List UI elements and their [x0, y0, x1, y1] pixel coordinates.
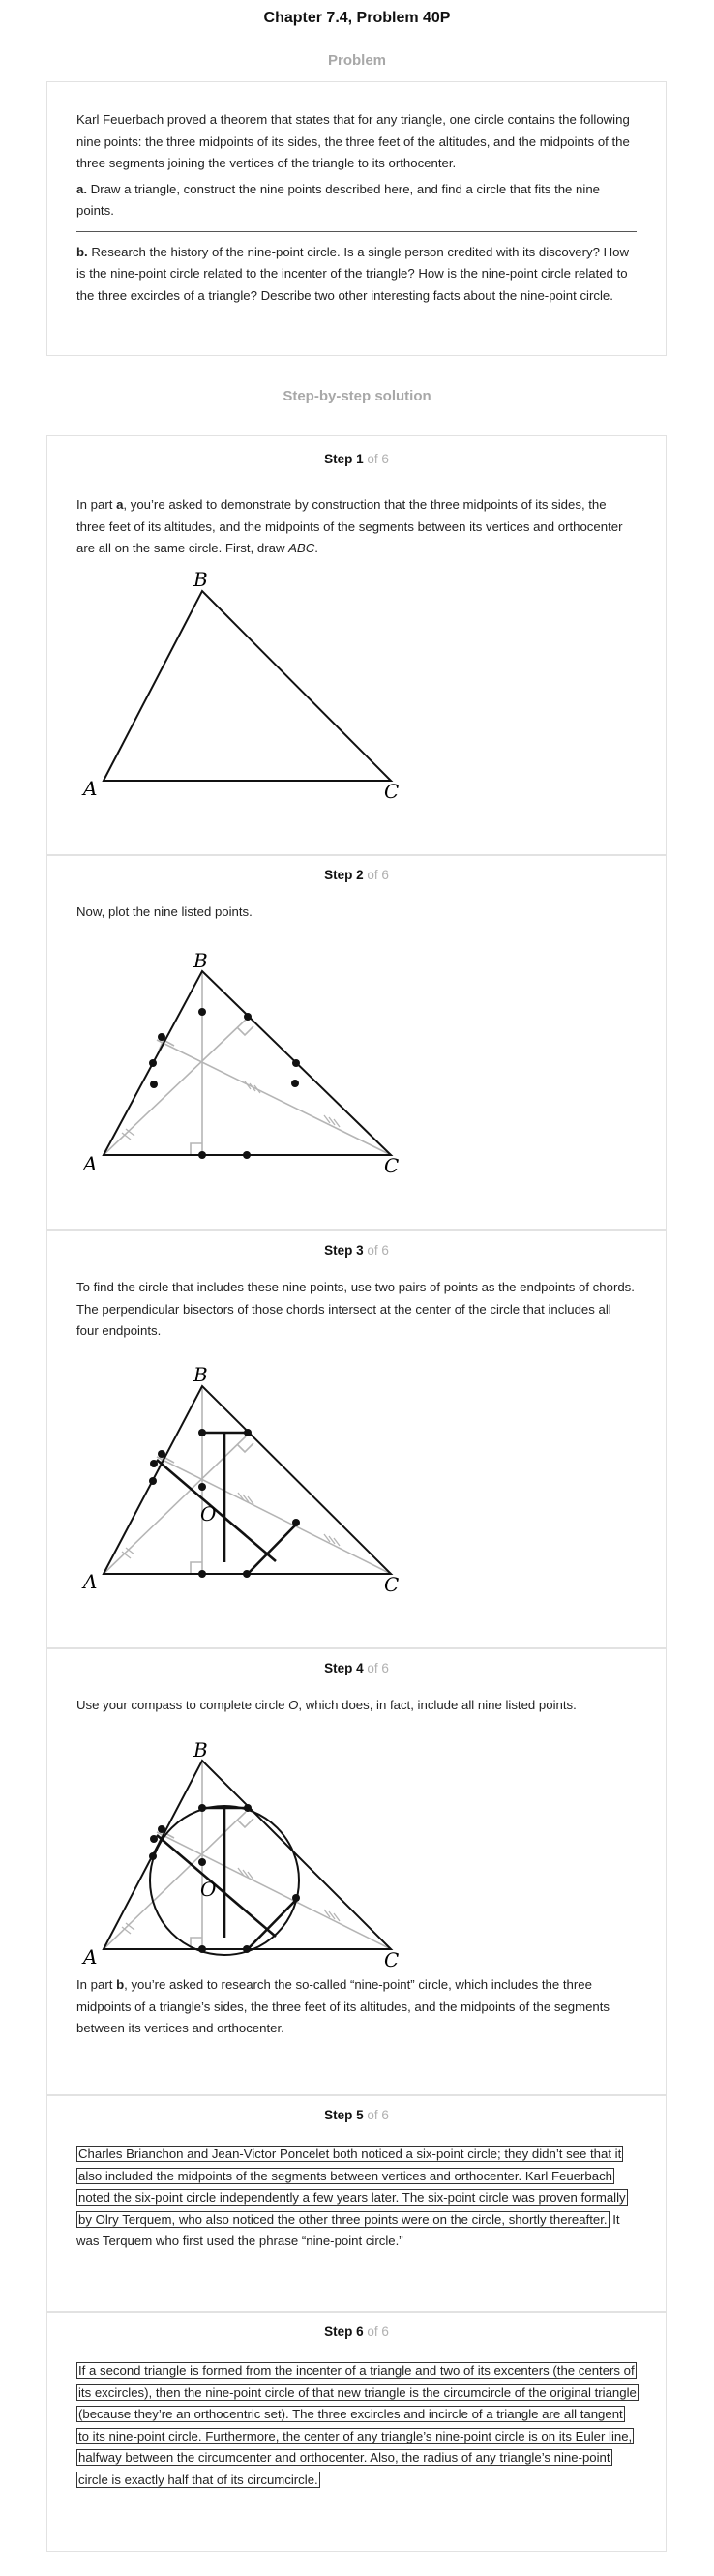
step-4-text: Use your compass to complete circle O, which does, in fact, include all nine listed points. — [76, 1698, 577, 1712]
center-label-o: O — [200, 1878, 217, 1901]
triangle-abc — [104, 591, 391, 781]
vertex-label-c: C — [384, 780, 400, 803]
step-1-header: Step 1 of 6 — [324, 452, 389, 466]
step-6-header: Step 6 of 6 — [324, 2324, 389, 2339]
problem-divider — [76, 231, 637, 232]
triangle-abc — [104, 1386, 391, 1574]
problem-part-a: a. Draw a triangle, construct the nine points described here, and find a circle that fits the nine points. — [76, 181, 600, 218]
vertex-label-a: A — [83, 1945, 98, 1969]
step-6-highlighted-text: If a second triangle is formed from the incenter of a triangle and two of its excenters (the centers of its excircles), then the nine-point circle of that new triangle is the circumcircle of the original triangle (because they’re an orthocentric set). The three excircles and incircle of a triangle are all tangent to its nine-point circle. Furthermore, the center of any triangle’s nine-point circle is on its Euler line, halfway between the circumcenter and orthocenter. Also, the radius of any triangle’s nine-point circle is exactly half that of its circumcircle. — [78, 2363, 637, 2487]
vertex-label-c: C — [384, 1573, 400, 1596]
problem-intro: Karl Feuerbach proved a theorem that states that for any triangle, one circle contains the following nine points: the three midpoints of its sides, the three feet of the altitudes, and the midpoints of the three segments joining the vertices of the triangle to its orthocenter. — [76, 112, 630, 170]
center-label-o: O — [200, 1502, 217, 1525]
step-2-figure — [47, 856, 668, 1231]
triangle-abc — [104, 1761, 391, 1949]
step-1-text: In part a, you’re asked to demonstrate by construction that the three midpoints of its sides, the three feet of its altitudes, and the midpoints of the segments between its vertices and orthocenter are all on the same circle. First, draw ABC. — [76, 497, 623, 555]
triangle-abc — [104, 971, 391, 1155]
nine-points — [149, 1008, 300, 1159]
step-card-4 — [46, 1648, 667, 2095]
step-6-text — [76, 2360, 637, 2491]
step-4-figure — [47, 1649, 668, 1969]
vertex-label-b: B — [193, 1738, 208, 1762]
vertex-label-a: A — [83, 1570, 98, 1593]
vertex-label-c: C — [384, 1154, 400, 1177]
page-title: Chapter 7.4, Problem 40P — [263, 10, 451, 26]
step-3-header: Step 3 of 6 — [324, 1243, 389, 1258]
problem-card — [46, 81, 667, 356]
step-4-part-b-text: In part b, you’re asked to research the so-called “nine-point” circle, which includes the three midpoints of a triangle’s sides, the three feet of its altitudes, and the midpoints of the segments between its vertices and orthocenter. — [76, 1977, 610, 2035]
step-3-figure — [47, 1231, 668, 1649]
step-5-header: Step 5 of 6 — [324, 2108, 389, 2122]
vertex-label-b: B — [193, 1363, 208, 1386]
step-card-6 — [46, 2312, 667, 2552]
step-5-highlighted-text: Charles Brianchon and Jean-Victor Poncelet both noticed a six-point circle; they didn’t see that it also included the midpoints of the segments between vertices and orthocenter. Karl Feuerbach noted the six-point circle independently a few years later. The six-point circle was proven formally by Olry Terquem, who also noticed the other three points were on the circle, shortly thereafter. — [78, 2147, 626, 2227]
altitudes — [104, 1761, 391, 1949]
step-5-text: Charles Brianchon and Jean-Victor Poncelet both noticed a six-point circle; they didn’t see that it also included the midpoints of the segments between vertices and orthocenter. Karl Feuerbach noted the six-point circle independently a few years later. The six-point circle was proven formally by Olry Terquem, who also noticed the other three points were on the circle, shortly thereafter. It was Terquem who first used the phrase “nine-point circle.” — [76, 2147, 626, 2248]
solution-heading: Step-by-step solution — [283, 388, 431, 404]
problem-heading: Problem — [327, 52, 386, 69]
step-card-5 — [46, 2095, 667, 2312]
step-4-header: Step 4 of 6 — [324, 1661, 389, 1675]
step-2-header: Step 2 of 6 — [324, 868, 389, 882]
step-card-2 — [46, 855, 667, 1230]
altitudes — [104, 1386, 391, 1574]
step-2-text: Now, plot the nine listed points. — [76, 904, 253, 919]
step-card-3 — [46, 1230, 667, 1648]
altitudes — [104, 971, 391, 1155]
vertex-label-c: C — [384, 1948, 400, 1969]
vertex-label-a: A — [83, 1152, 98, 1175]
vertex-label-b: B — [193, 949, 208, 972]
step-card-1 — [46, 435, 667, 855]
step-1-figure — [47, 436, 668, 856]
vertex-label-b: B — [193, 568, 208, 591]
vertex-label-a: A — [83, 777, 98, 800]
step-3-text: To find the circle that includes these nine points, use two pairs of points as the endpoints of chords. The perpendicular bisectors of those chords intersect at the center of the circle that includes all four endpoints. — [76, 1280, 635, 1338]
problem-part-b: b. Research the history of the nine-point circle. Is a single person credited with its discovery? How is the nine-point circle related to the incenter of the triangle? How is the nine-point circle related to the three excircles of a triangle? Describe two other interesting facts about the nine-point circle. — [76, 244, 629, 303]
